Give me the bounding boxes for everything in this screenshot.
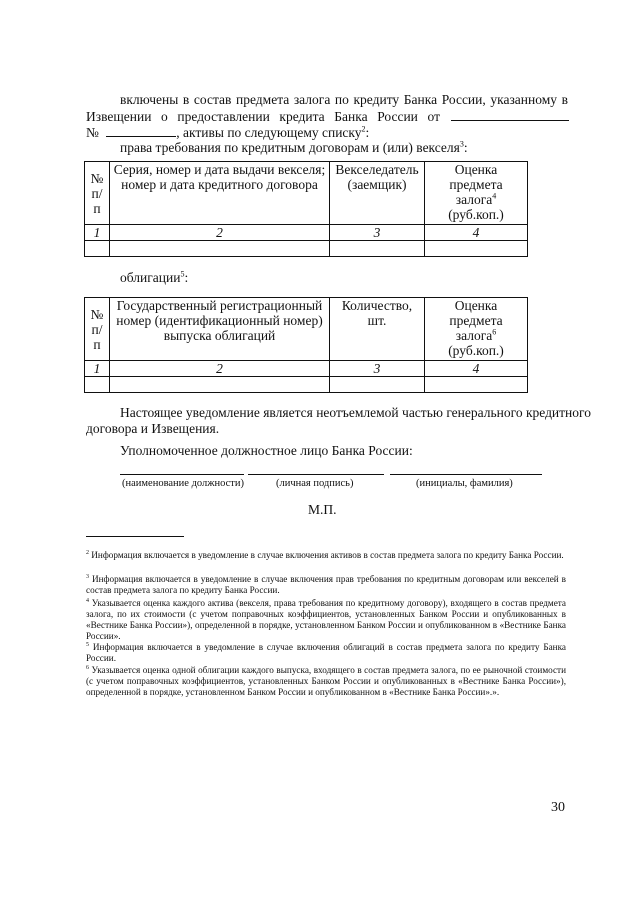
footnote-ref-6: 6 xyxy=(492,327,497,337)
footnote-4 xyxy=(86,598,566,642)
footnote-ref-5: 5 xyxy=(180,269,185,279)
signature-line xyxy=(248,474,384,475)
intro-line-4 xyxy=(120,140,468,156)
table-cell: 2 xyxy=(110,225,330,241)
signature-caption: (личная подпись) xyxy=(276,478,354,489)
col-quantity-header: Количество, шт. xyxy=(330,298,425,361)
table-cell: 1 xyxy=(85,361,110,377)
number-sign: № xyxy=(86,125,99,140)
col-issuer-header: Векселедатель (заемщик) xyxy=(330,162,425,225)
col-series-header: Серия, номер и дата выдачи векселя; номер и дата кредитного договора xyxy=(110,162,330,225)
footnote-6 xyxy=(86,665,566,698)
table-row xyxy=(85,361,528,377)
valuation-unit: (руб.коп.) xyxy=(448,207,504,222)
bonds-table xyxy=(84,297,528,393)
colon: : xyxy=(365,125,370,140)
table-header-row xyxy=(85,162,528,225)
stamp-label: М.П. xyxy=(308,502,337,517)
footnote-text: Информация включается в уведомление в случае включения облигаций в состав предмета залога по кредиту Банка России. xyxy=(86,642,567,663)
footnote-number: 3 xyxy=(86,573,89,580)
claims-table xyxy=(84,161,528,257)
table-cell xyxy=(425,377,528,393)
footnote-number: 5 xyxy=(86,641,89,648)
official-label: Уполномоченное должностное лицо Банка России: xyxy=(120,443,413,458)
col-number-header: № п/п xyxy=(85,162,110,225)
table-cell: 3 xyxy=(330,361,425,377)
intro-line-2 xyxy=(86,108,568,125)
table-cell: 3 xyxy=(330,225,425,241)
col-registration-header: Государственный регистрационный номер (идентификационный номер) выпуска облигаций xyxy=(110,298,330,361)
footnote-ref-4: 4 xyxy=(492,191,497,201)
col-valuation-header xyxy=(425,162,528,225)
position-caption: (наименование должности) xyxy=(122,478,245,489)
name-line xyxy=(390,474,542,475)
valuation-label: Оценка предмета залога xyxy=(449,162,503,207)
intro-line-4-text: права требования по кредитным договорам и (или) векселя xyxy=(120,140,460,155)
valuation-unit: (руб.коп.) xyxy=(448,343,504,358)
number-blank xyxy=(106,124,176,137)
footnote-ref-2: 2 xyxy=(361,124,366,134)
date-blank xyxy=(451,108,569,121)
table-cell xyxy=(85,241,110,257)
table-cell: 4 xyxy=(425,225,528,241)
position-line xyxy=(120,474,244,475)
page-number: 30 xyxy=(551,800,565,815)
footnote-text: Указывается оценка одной облигации каждого выпуска, входящего в состав предмета залога, по ее рыночной стоимости (с учетом поправочных коэффициентов, установленных Банком России и опубликованных в «Вестнике Банка России»), определенной в порядке, установленном Банком России и опубликованном в «Вестнике Банка России».». xyxy=(86,665,566,697)
table-cell: 4 xyxy=(425,361,528,377)
name-caption: (инициалы, фамилия) xyxy=(416,478,513,489)
table-cell xyxy=(330,241,425,257)
footnote-number: 4 xyxy=(86,597,89,604)
colon: : xyxy=(463,140,468,155)
table-row xyxy=(85,225,528,241)
footnote-text: Указывается оценка каждого актива (векселя, права требования по кредитному договору), входящего в состав предмета залога, по их стоимости (с учетом поправочных коэффициентов, установленных Банком России и опубликованных в «Вестнике Банка России»), определенной в порядке, установленном Банком России и опубликованном в «Вестнике Банка России». xyxy=(86,598,566,641)
footnote-text: Информация включается в уведомление в случае включения прав требования по кредитным договорам или векселей в состав предмета залога по кредиту Банка России. xyxy=(86,574,566,595)
table-cell: 2 xyxy=(110,361,330,377)
footnote-ref-3: 3 xyxy=(459,139,464,149)
footnote-text: Информация включается в уведомление в случае включения активов в состав предмета залога по кредиту Банка России. xyxy=(91,550,564,560)
table-cell xyxy=(425,241,528,257)
table-cell: 1 xyxy=(85,225,110,241)
col-number-header: № п/п xyxy=(85,298,110,361)
col-valuation-header xyxy=(425,298,528,361)
colon: : xyxy=(184,270,189,285)
table-row xyxy=(85,241,528,257)
footnote-3 xyxy=(86,574,566,596)
notice-line-1: Настоящее уведомление является неотъемлемой частью генерального кредитного xyxy=(120,405,591,420)
bonds-label xyxy=(120,270,188,286)
footnote-number: 2 xyxy=(86,549,89,556)
bonds-label-text: облигации xyxy=(120,270,181,285)
table-header-row xyxy=(85,298,528,361)
table-cell xyxy=(110,377,330,393)
footnote-number: 6 xyxy=(86,664,89,671)
footnote-2 xyxy=(86,550,566,561)
valuation-label: Оценка предмета залога xyxy=(449,298,503,343)
notice-line-2: договора и Извещения. xyxy=(86,421,220,436)
table-cell xyxy=(85,377,110,393)
table-cell xyxy=(110,241,330,257)
intro-line-2-text: Извещении о предоставлении кредита Банка России от xyxy=(86,109,440,124)
intro-line-3-text: , активы по следующему списку xyxy=(176,125,362,140)
footnote-5 xyxy=(86,642,566,664)
table-cell xyxy=(330,377,425,393)
table-row xyxy=(85,377,528,393)
footnote-separator xyxy=(86,536,184,537)
intro-line-3 xyxy=(86,124,369,141)
intro-line-1: включены в состав предмета залога по кредиту Банка России, указанному в xyxy=(120,92,568,107)
